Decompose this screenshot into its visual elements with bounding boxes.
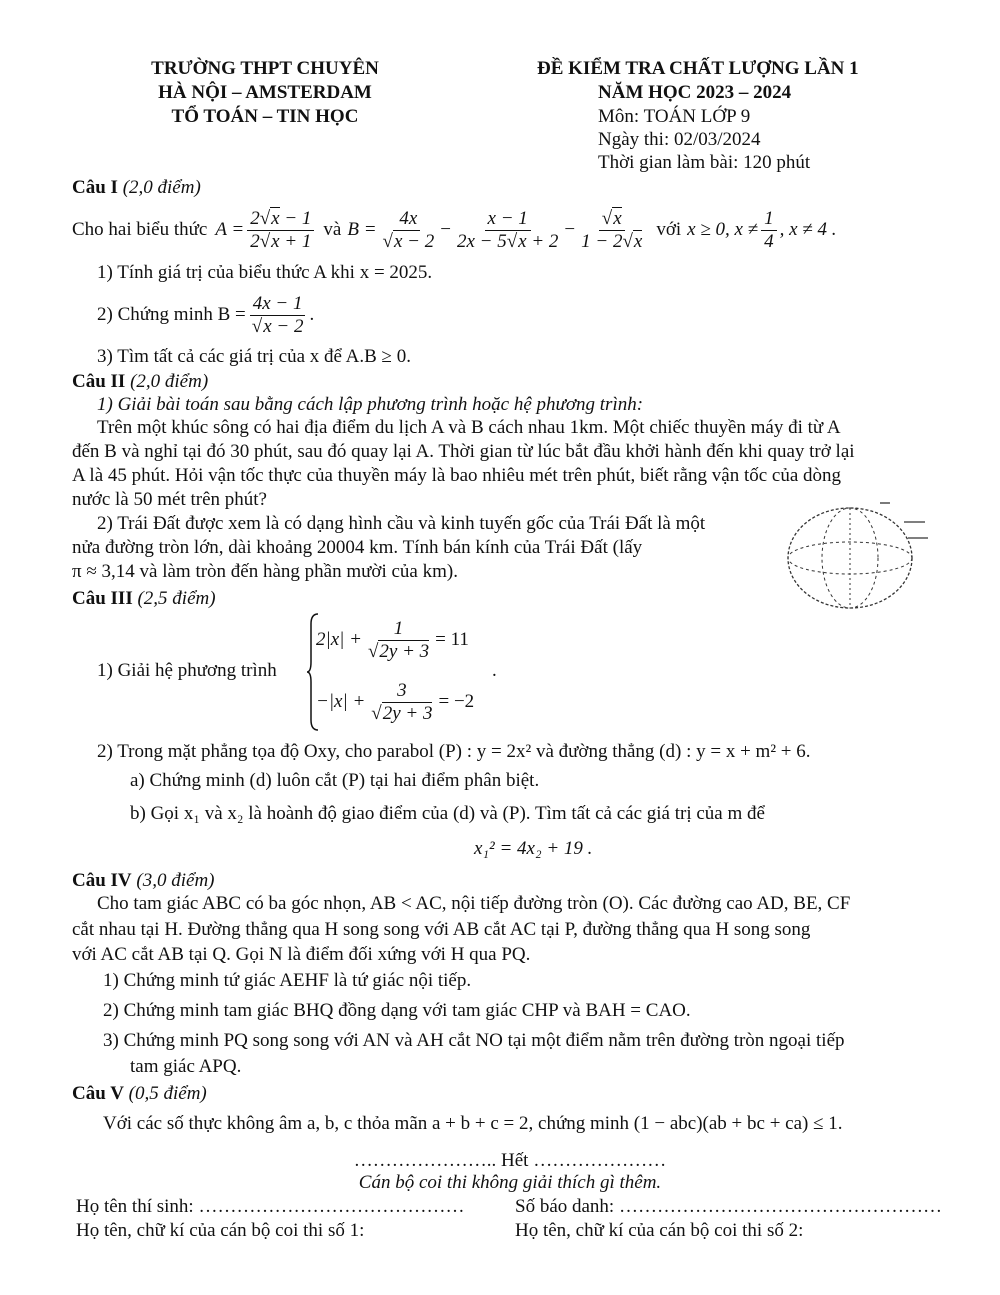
question-3-points: (2,5 điểm) (137, 588, 216, 609)
question-3-item-2: 2) Trong mặt phẳng tọa độ Oxy, cho parabol (P) : y = 2x² và đường thẳng (d) : y = x + m² + 6. (97, 741, 811, 762)
question-5-points: (0,5 điểm) (128, 1083, 207, 1104)
question-2-item-1-line-3: A là 45 phút. Hỏi vận tốc thực của thuyền máy là bao nhiêu mét trên phút, biết rằng vận tốc của dòng (72, 465, 842, 486)
condition-fraction: $\frac{1}{4}$ (761, 209, 777, 252)
question-4-points: (3,0 điểm) (136, 870, 215, 891)
question-3-item-2a: a) Chứng minh (d) luôn cắt (P) tại hai điểm phân biệt. (130, 770, 540, 791)
equation-2-numerator: 3 (394, 681, 410, 703)
question-5-text: Với các số thực không âm a, b, c thỏa mãn a + b + c = 2, chứng minh (1 − abc)(ab + bc + ca) ≤ 1. (103, 1113, 843, 1134)
question-1-item-2-prefix: 2) Chứng minh B = (97, 304, 246, 325)
proctor-note: Cán bộ coi thi không giải thích gì thêm. (358, 1172, 662, 1193)
question-1-with: với (656, 219, 682, 240)
question-4-heading (72, 870, 215, 892)
exam-title: ĐỀ KIỂM TRA CHẤT LƯỢNG LẦN 1 (537, 58, 859, 79)
question-3-item-1: 1) Giải hệ phương trình (97, 660, 277, 681)
question-1-heading (72, 177, 201, 199)
question-1-item-3: 3) Tìm tất cả các giá trị của x để A.B ≥ 0. (97, 346, 411, 367)
school-name-line1: TRƯỜNG THPT CHUYÊN (151, 58, 379, 79)
question-4-item-2: 2) Chứng minh tam giác BHQ đồng dạng với tam giác CHP và BAH = CAO. (103, 1000, 691, 1021)
question-2-points: (2,0 điểm) (130, 371, 209, 392)
question-2-title: Câu II (72, 371, 126, 392)
expression-b-term3: $\frac{√x}{1 - 2√x}$ (581, 207, 643, 252)
question-5-title: Câu V (72, 1083, 124, 1104)
system-equation-1 (316, 612, 469, 668)
question-2-item-1-heading: 1) Giải bài toán sau bằng cách lập phương trình hoặc hệ phương trình: (97, 394, 644, 415)
end-marker: ………………….. Hết ………………… (353, 1150, 667, 1171)
equation-1-right: = 11 (435, 629, 469, 650)
school-year: NĂM HỌC 2023 – 2024 (598, 82, 792, 103)
equation-1-left: 2|x| + (316, 629, 362, 650)
question-2-item-1-line-2: đến B và nghỉ tại đó 30 phút, sau đó quay lại A. Thời gian từ lúc bắt đầu khởi hành đến khi quay trở lại (72, 441, 855, 462)
duration: Thời gian làm bài: 120 phút (598, 152, 811, 173)
equation-1-numerator: 1 (391, 619, 407, 641)
candidate-name-field: Họ tên thí sinh: …………………………………… (76, 1196, 465, 1217)
question-1-item-2: 2) Chứng minh B = $\frac{4x - 1}{√x - 2}$ . (97, 292, 315, 337)
question-3-title: Câu III (72, 588, 133, 609)
equation-2-denominator: 2y + 3 (382, 702, 433, 724)
proctor-2-signature: Họ tên, chữ kí của cán bộ coi thi số 2: (515, 1220, 804, 1241)
equation-1-denominator: 2y + 3 (379, 640, 430, 662)
question-1-expressions: Cho hai biểu thức A = $\frac{2√x - 1}{2√x + 1}$ và B = $\frac{4x}{√x - 2}$ − $\frac{x - 1}{2x - 5√x + 2}$ − $\frac{√x}{1 - 2√x}$ với x ≥ 0, x ≠ $\frac{1}{4}$ , x ≠ 4 . (72, 207, 837, 252)
equation-2-left: −|x| + (316, 691, 366, 712)
question-4-line-1: Cho tam giác ABC có ba góc nhọn, AB < AC, nội tiếp đường tròn (O). Các đường cao AD, BE, CF (97, 893, 851, 914)
question-1-condition: x ≥ 0, x ≠ (687, 219, 759, 240)
question-2-item-1-line-4: nước là 50 mét trên phút? (72, 489, 267, 510)
proctor-1-signature: Họ tên, chữ kí của cán bộ coi thi số 1: (76, 1220, 365, 1241)
question-4-item-1: 1) Chứng minh tứ giác AEHF là tứ giác nội tiếp. (103, 970, 472, 991)
question-4-line-2: cắt nhau tại H. Đường thẳng qua H song song với AB cắt AC tại P, đường thẳng qua H song song (72, 919, 811, 940)
question-4-item-3-line-2: tam giác APQ. (130, 1056, 242, 1077)
question-1-condition-end: , x ≠ 4 . (779, 219, 837, 240)
question-3-item-2b: b) Gọi x₁ và x₂ là hoành độ giao điểm của (d) và (P). Tìm tất cả các giá trị của m để (130, 803, 765, 824)
question-2-item-2-line-2: nửa đường tròn lớn, dài khoảng 20004 km. Tính bán kính của Trái Đất (lấy (72, 537, 643, 558)
question-4-title: Câu IV (72, 870, 132, 891)
question-2-heading (72, 371, 208, 393)
question-3-heading (72, 588, 216, 610)
question-1-title: Câu I (72, 177, 118, 198)
question-5-heading (72, 1083, 207, 1105)
question-4-item-3-line-1: 3) Chứng minh PQ song song với AN và AH cắt NO tại một điểm nằm trên đường tròn ngoại tiếp (103, 1030, 845, 1051)
earth-globe-illustration (780, 500, 930, 618)
system-equation-2 (316, 674, 474, 730)
expression-b-term1: $\frac{4x}{√x - 2}$ (382, 207, 435, 252)
question-1-points: (2,0 điểm) (122, 177, 201, 198)
exam-date: Ngày thi: 02/03/2024 (598, 129, 761, 150)
department-name: TỔ TOÁN – TIN HỌC (171, 106, 359, 127)
expression-a: $\frac{2√x - 1}{2√x + 1}$ (247, 209, 314, 252)
item-2-fraction: $\frac{4x - 1}{√x - 2}$ (249, 294, 307, 337)
subject: Môn: TOÁN LỚP 9 (598, 106, 751, 127)
question-1-intro: Cho hai biểu thức (72, 219, 208, 240)
equation-2-fraction: $\frac{3}{√2y + 3}$ (371, 679, 433, 724)
school-name-line2: HÀ NỘI – AMSTERDAM (158, 82, 372, 103)
question-1-item-1: 1) Tính giá trị của biểu thức A khi x = 2025. (97, 262, 433, 283)
equation-1-fraction: $\frac{1}{√2y + 3}$ (367, 617, 430, 662)
question-2-item-2-line-1: 2) Trái Đất được xem là có dạng hình cầu và kinh tuyến gốc của Trái Đất là một (97, 513, 706, 534)
equation-2-right: = −2 (438, 691, 475, 712)
candidate-number-field: Số báo danh: …………………………………………… (515, 1196, 942, 1217)
question-3-item-2b-equation: x₁² = 4x₂ + 19 . (474, 838, 593, 859)
question-2-item-2-line-3: π ≈ 3,14 và làm tròn đến hàng phần mười của km). (72, 561, 458, 582)
question-1-and: và (323, 219, 342, 240)
expression-b-term2: $\frac{x - 1}{2x - 5√x + 2}$ (456, 207, 559, 252)
question-2-item-1-line-1: Trên một khúc sông có hai địa điểm du lịch A và B cách nhau 1km. Một chiếc thuyền máy đi từ A (97, 417, 841, 438)
question-4-line-3: với AC cắt AB tại Q. Gọi N là điểm đối xứng với H qua PQ. (72, 944, 531, 965)
